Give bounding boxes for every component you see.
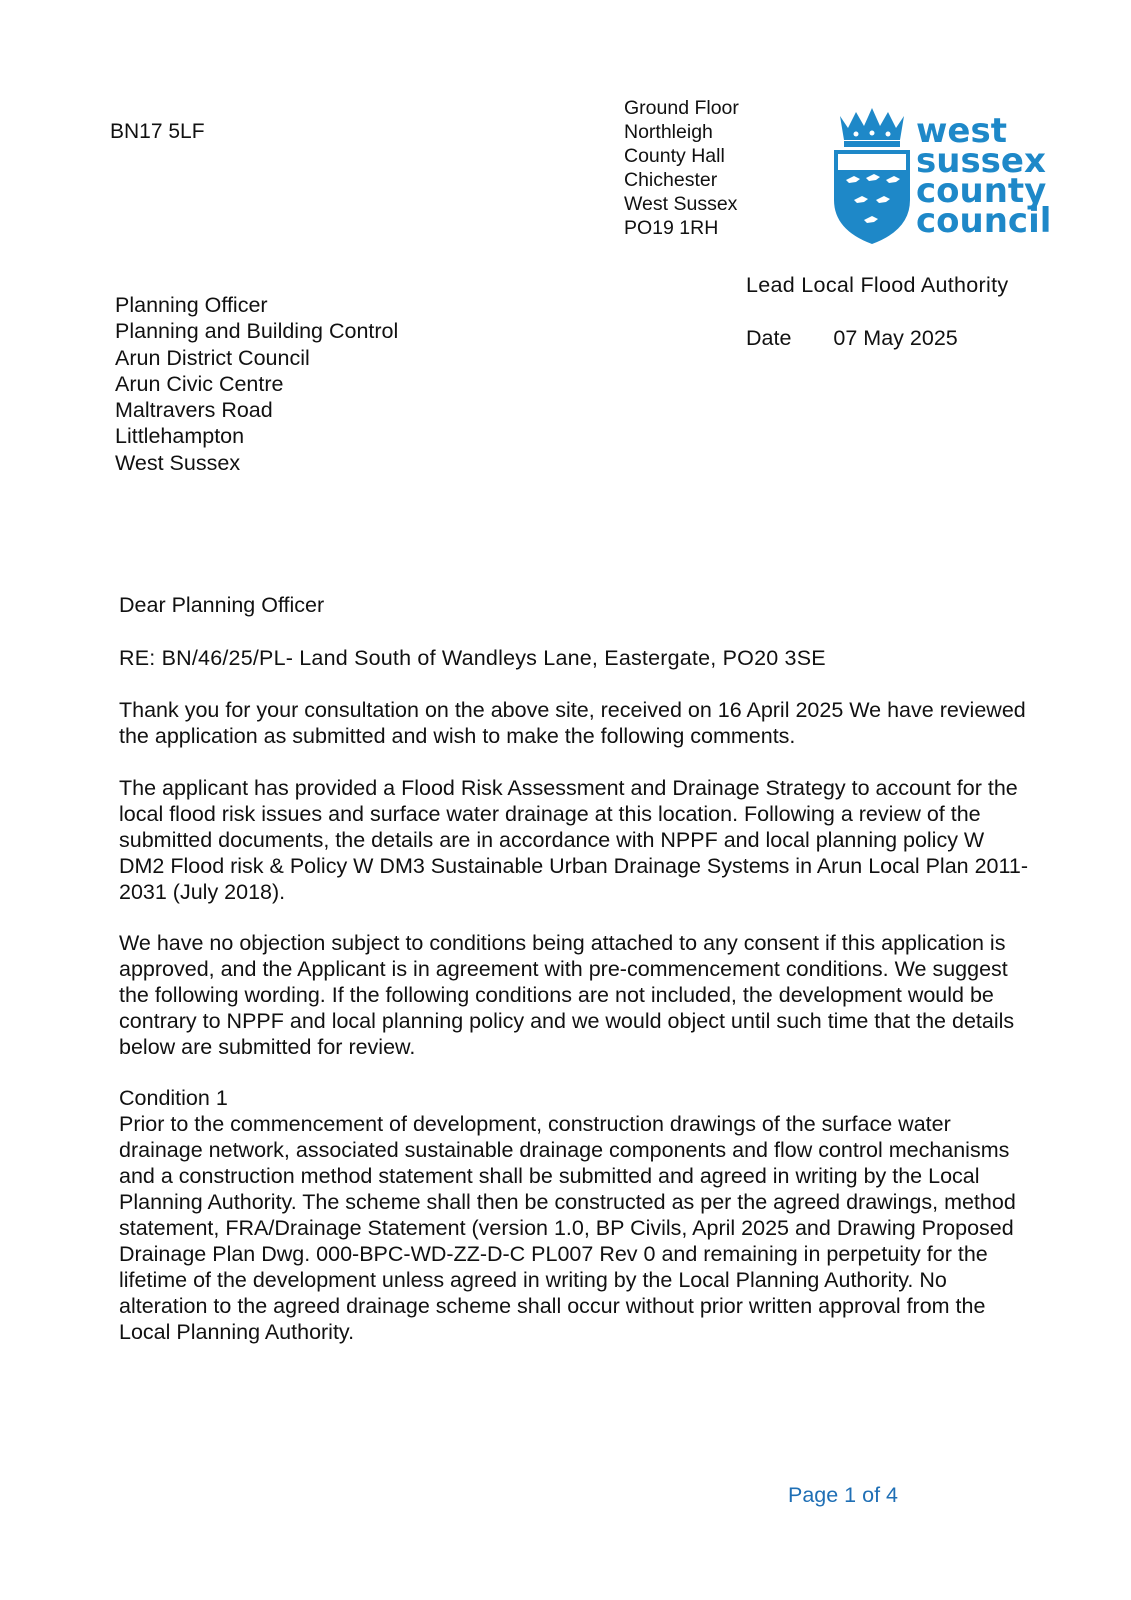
paragraph-text: The applicant has provided a Flood Risk Assessment and Drainage Strategy to account for the local flood risk issues and surface water drainage at this location. Following a review of the submitted documents, the details are in accordance with NPPF and local planning policy W DM2 Flood risk & Policy W DM3 Sustainable Urban Drainage Systems in Arun Local Plan 2011-2031 (July 2018). (119, 776, 1028, 904)
sender-address-line: Northleigh (624, 121, 713, 143)
recipient-address (115, 292, 398, 476)
reference-code: BN17 5LF (110, 120, 205, 143)
sender-address-line: Chichester (624, 169, 718, 191)
body-paragraph (119, 930, 1034, 1060)
logo-word: council (916, 201, 1052, 241)
letter-date (746, 326, 958, 351)
sender-address-line: Ground Floor (624, 97, 739, 119)
recipient-address-line: Planning and Building Control (115, 319, 399, 344)
date-value: 07 May 2025 (833, 326, 958, 350)
logo-word: county (916, 171, 1047, 211)
sender-address-line: West Sussex (624, 193, 738, 215)
recipient-address-line: Planning Officer (115, 293, 268, 317)
condition-heading: Condition 1 (119, 1086, 228, 1110)
recipient-address-line: Arun Civic Centre (115, 371, 284, 396)
logo-word: sussex (916, 141, 1046, 181)
condition-section (119, 1085, 1034, 1345)
authority-name: Lead Local Flood Authority (746, 273, 1009, 297)
condition-text: Prior to the commencement of development, construction drawings of the surface water drainage network, associated sustainable drainage components and flow control mechanisms and a construction method statement shall be submitted and agreed in writing by the Local Planning Authority. The scheme shall then be constructed as per the agreed drawings, method statement, FRA/Drainage Statement (version 1.0, BP Civils, April 2025 and Drawing Proposed Drainage Plan Dwg. 000-BPC-WD-ZZ-D-C PL007 Rev 0 and remaining in perpetuity for the lifetime of the development unless agreed in writing by the Local Planning Authority. No alteration to the agreed drainage scheme shall occur without prior written approval from the Local Planning Authority. (119, 1112, 1016, 1344)
paragraph-text: Thank you for your consultation on the above site, received on 16 April 2025 We have reviewed the application as submitted and wish to make the following comments. (119, 698, 1026, 748)
recipient-address-line: Maltravers Road (115, 398, 273, 423)
sender-address-line: PO19 1RH (624, 217, 719, 239)
page-indicator: Page 1 of 4 (788, 1483, 898, 1507)
recipient-address-line: West Sussex (115, 450, 241, 475)
body-paragraph (119, 775, 1034, 905)
recipient-address-line: Littlehampton (115, 424, 245, 449)
date-label: Date (746, 326, 792, 350)
logo-word: west (916, 111, 1007, 151)
recipient-address-line: Arun District Council (115, 345, 310, 370)
paragraph-text: We have no objection subject to conditions being attached to any consent if this application is approved, and the Applicant is in agreement with pre-commencement conditions. We suggest the following wording. If the following conditions are not included, the development would be contrary to NPPF and local planning policy and we would object until such time that the details below are submitted for review. (119, 931, 1015, 1059)
sender-address (624, 96, 739, 240)
council-logo (834, 108, 1054, 248)
shield-icon (834, 150, 910, 244)
crown-icon (840, 108, 904, 147)
body-paragraph (119, 697, 1034, 749)
sender-address-line: County Hall (624, 145, 725, 167)
subject-line: RE: BN/46/25/PL- Land South of Wandleys Lane, Eastergate, PO20 3SE (119, 646, 826, 670)
salutation: Dear Planning Officer (119, 593, 325, 617)
